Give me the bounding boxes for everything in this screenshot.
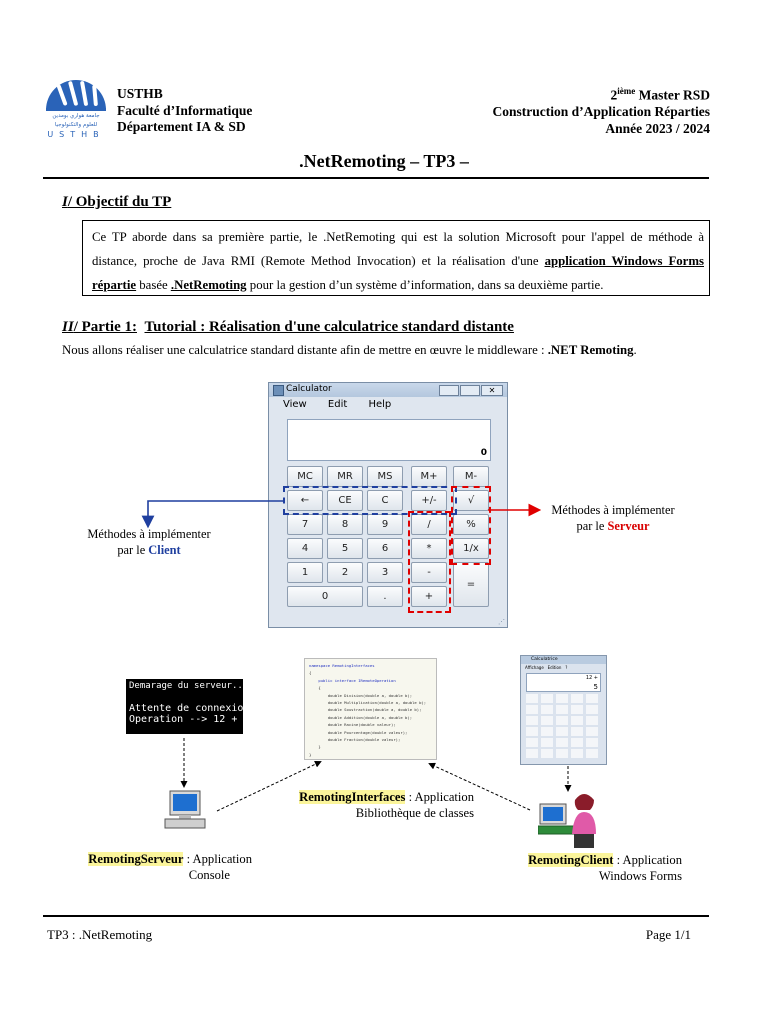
key-2[interactable]: 2 (327, 562, 363, 583)
footer-divider (43, 915, 709, 917)
page-title: .NetRemoting – TP3 – (299, 151, 469, 171)
code-line: double Soustraction(double a, double b); (309, 707, 422, 713)
key-ms[interactable]: MS (367, 466, 403, 487)
interfaces-label-line1: RemotingInterfaces : Application (299, 790, 474, 804)
client-annotation-line2: par le Client (117, 543, 181, 557)
server-annotation (540, 502, 686, 534)
client-calculator-screenshot (520, 655, 607, 765)
code-line: namespace RemotingInterfaces (309, 663, 375, 668)
console-line: Attente de connexion(s)... (129, 703, 286, 714)
key-divide[interactable]: / (411, 514, 447, 535)
mini-menubar: Affichage Edition ? (525, 665, 568, 670)
console-line: Demarage du serveur... (129, 681, 249, 691)
client-label (500, 852, 682, 884)
key-backspace[interactable]: ← (287, 490, 323, 511)
key-m-plus[interactable]: M+ (411, 466, 447, 487)
code-line: } (309, 751, 312, 757)
key-5[interactable]: 5 (327, 538, 363, 559)
mini-display (526, 673, 601, 692)
mini-display-value: 5 (593, 683, 598, 691)
menu-view[interactable]: View (283, 399, 307, 410)
console-line (129, 692, 240, 703)
key-7[interactable]: 7 (287, 514, 323, 535)
header-university: USTHB (117, 86, 163, 101)
objective-box: Ce TP aborde dans sa première partie, le .NetRemoting qui est la solution Microsoft pour l'appel de méthode à distance, proche de Java RMI (Remote Method Invocation) et la réalisation d'une application Windows Forms répartie basée .NetRemoting pour la gestion d’un système d’information, dans sa deuxième partie. (82, 220, 710, 296)
close-button[interactable]: ✕ (481, 385, 503, 396)
key-minus[interactable]: - (411, 562, 447, 583)
code-line: { (309, 685, 321, 691)
key-9[interactable]: 9 (367, 514, 403, 535)
server-console-screenshot (126, 679, 286, 734)
server-label (70, 851, 252, 883)
server-annotation-line2: par le Serveur (576, 519, 650, 533)
calculator-title: Calculator (286, 384, 332, 394)
key-plus-minus[interactable]: +/- (411, 490, 447, 511)
client-arrow (148, 501, 284, 522)
resize-grip-icon: ⋰ (498, 618, 505, 626)
code-line: public interface IRemoteOperation (309, 677, 396, 683)
logo-text: جامعة هواري بومدين للعلوم والتكنولوجيا USTHB (47, 113, 105, 139)
code-line: double Pourcentage(double valeur); (309, 729, 408, 735)
section1-heading: I/ Objectif du TP (62, 194, 172, 210)
interfaces-label-line2: Bibliothèque de classes (355, 806, 474, 820)
key-m-minus[interactable]: M- (453, 466, 489, 487)
code-line: double Addition(double a, double b); (309, 714, 413, 720)
client-user-computer-icon (538, 790, 600, 855)
header-faculty: Faculté d’Informatique (117, 102, 253, 118)
key-c[interactable]: C (367, 490, 403, 511)
section2-heading: II/ Partie 1: Tutorial : Réalisation d'une calculatrice standard distante (62, 319, 514, 335)
code-line: double Fraction(double valeur); (309, 737, 401, 743)
footer-page-number: Page 1/1 (645, 927, 691, 942)
key-multiply[interactable]: * (411, 538, 447, 559)
key-percent[interactable]: % (453, 514, 489, 535)
client-label-line1: RemotingClient : Application (528, 853, 682, 867)
server-label-line1: RemotingServeur : Application (88, 852, 252, 866)
code-line: double Division(double a, double b); (309, 692, 413, 698)
footer-left: TP3 : .NetRemoting (47, 927, 153, 942)
console-line: Operation --> 12 + 5 (129, 714, 250, 725)
section2-intro: Nous allons réaliser une calculatrice standard distante afin de mettre en œuvre le middleware : .NET Remoting. (62, 343, 637, 357)
key-decimal[interactable]: . (367, 586, 403, 607)
code-line: double Racine(double valeur); (309, 722, 396, 728)
client-annotation (78, 526, 220, 558)
interface-code-screenshot (304, 658, 437, 760)
key-sqrt[interactable]: √ (453, 490, 489, 511)
key-plus[interactable]: + (411, 586, 447, 607)
mini-titlebar: Calculatrice (521, 656, 606, 664)
server-label-line2: Console (188, 868, 230, 882)
menu-edit[interactable]: Edit (327, 399, 348, 410)
key-mc[interactable]: MC (287, 466, 323, 487)
server-computer-icon (164, 790, 206, 835)
key-4[interactable]: 4 (287, 538, 323, 559)
header-year: Année 2023 / 2024 (605, 120, 710, 136)
header-course-level: 2ième Master RSD (610, 86, 710, 103)
menu-help[interactable]: Help (368, 399, 392, 410)
client-label-line2: Windows Forms (598, 869, 682, 883)
display-value: 0 (480, 448, 487, 458)
header-department: Département IA & SD (117, 119, 246, 134)
code-line: double Multiplication(double a, double b); (309, 700, 427, 706)
mini-keypad (526, 694, 601, 760)
key-equals[interactable]: = (453, 562, 489, 607)
interfaces-label (274, 789, 474, 821)
key-1[interactable]: 1 (287, 562, 323, 583)
key-3[interactable]: 3 (367, 562, 403, 583)
key-6[interactable]: 6 (367, 538, 403, 559)
mini-display-expression: 12 + (585, 675, 598, 681)
code-line: { (309, 670, 312, 676)
header-course-title: Construction d’Application Réparties (492, 104, 710, 119)
key-ce[interactable]: CE (327, 490, 363, 511)
key-mr[interactable]: MR (327, 466, 363, 487)
key-reciprocal[interactable]: 1/x (453, 538, 489, 559)
client-annotation-line1: Méthodes à implémenter (87, 527, 211, 541)
server-annotation-line1: Méthodes à implémenter (551, 503, 675, 517)
code-line: } (309, 744, 321, 750)
key-8[interactable]: 8 (327, 514, 363, 535)
key-0[interactable]: 0 (287, 586, 363, 607)
